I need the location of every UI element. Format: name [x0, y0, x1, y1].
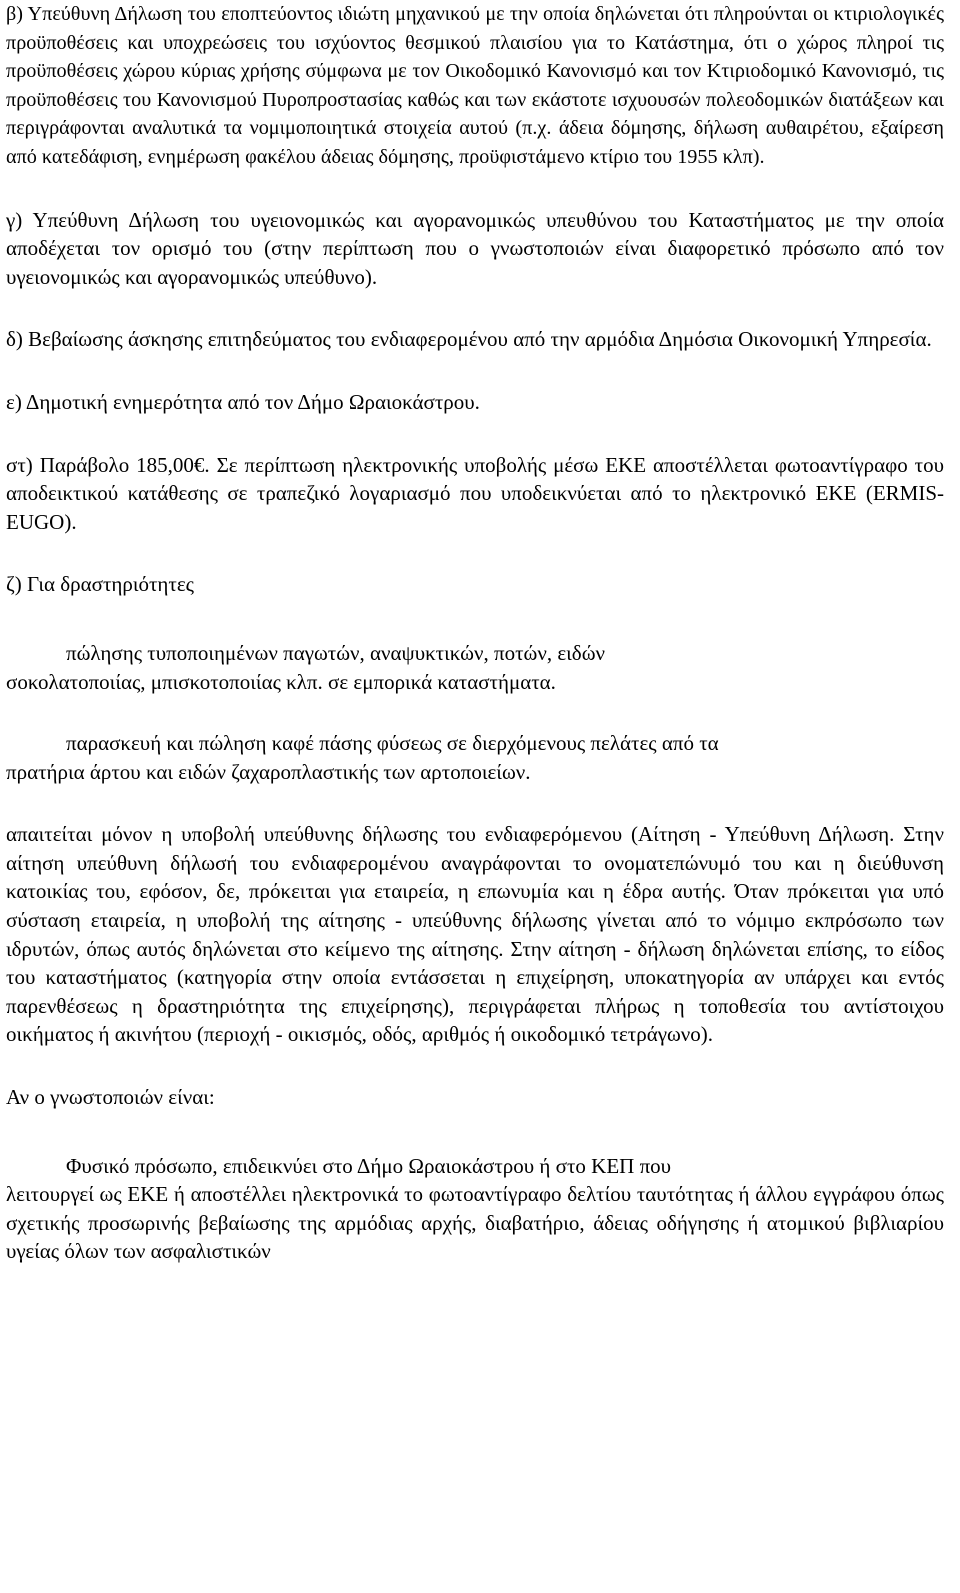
paragraph-b: β) Υπεύθυνη Δήλωση του εποπτεύοντος ιδιώτη μηχανικού με την οποία δηλώνεται ότι πληρούνται οι κτιριολογικές προϋποθέσεις και υποχρεώσεις του ισχύοντος θεσμικού πλαισίου για το Κατάστημα, ότι ο χώρος πληροί τις προϋποθέσεις χώρου κύριας χρήσης σύμφωνα με τον Οικοδομικό Κανονισμό και τον Κτιριοδομικό Κανονισμό, τις προϋποθέσεις του Κανονισμού Πυροπροστασίας καθώς και των εκάστοτε ισχυουσών πολεοδομικών διατάξεων και περιγράφονται αναλυτικά τα νομιμοποιητικά στοιχεία αυτού (π.χ. άδεια δόμησης, δήλωση αυθαιρέτου, εξαίρεση από κατεδάφιση, ενημέρωση φακέλου άδειας δόμησης, προϋφιστάμενο κτίριο του 1955 κλπ). [6, 3, 944, 168]
natural-person-rest: λειτουργεί ως ΕΚΕ ή αποστέλλει ηλεκτρονικά το φωτοαντίγραφο δελτίου ταυτότητας ή άλλου εγγράφου όπως σχετικής προσωρινής βεβαίωσης της αρμόδιας αρχής, διαβατήριο, άδειας οδήγησης ή ατομικού βιβλιαρίου υγείας όλων των ασφαλιστικών [6, 1182, 944, 1264]
activity-item-1-line1: πώλησης τυποποιημένων παγωτών, αναψυκτικών, ποτών, ειδών [66, 640, 606, 665]
spacer [6, 354, 944, 388]
paragraph-if-notifier: Αν ο γνωστοποιών είναι: [6, 1085, 215, 1110]
activity-item-2-line1: παρασκευή και πώληση καφέ πάσης φύσεως σε διερχόμενους πελάτες από τα [66, 731, 719, 756]
paragraph-e: ε) Δημοτική ενημερότητα από τον Δήμο Ωραιοκάστρου. [6, 389, 480, 414]
spacer [6, 696, 944, 729]
paragraph-requirement: απαιτείται μόνον η υποβολή υπεύθυνης δήλωσης του ενδιαφερόμενου (Αίτηση - Υπεύθυνη Δήλωση. Στην αίτηση υπεύθυνη δήλωσή του ενδιαφερομένου αναγράφονται το ονοματεπώνυμό του και η διεύθυνση κατοικίας του, εφόσον, δε, πρόκειται για εταιρεία, η επωνυμία και η έδρα αυτής. Όταν πρόκειται για υπό σύσταση εταιρεία, η υποβολή της αίτησης - υπεύθυνης δήλωσης γίνεται από το νόμιμο εκπρόσωπο των ιδρυτών, όπως αυτός δηλώνεται στο κείμενο της αίτησης. Στην αίτηση - δήλωση δηλώνεται επίσης, το είδος του καταστήματος (κατηγορία στην οποία εντάσσεται η επιχείρηση, υποκατηγορία αν υπάρχει και εντός παρενθέσεως η δραστηριότητα της επιχείρησης), περιγράφεται πλήρως η τοποθεσία του αντίστοιχου οικήματος ή ακινήτου (περιοχή - οικισμός, οδός, αριθμός ή οικοδομικό τετράγωνο). [6, 822, 944, 1047]
spacer [6, 1112, 944, 1152]
spacer [6, 599, 944, 639]
spacer [6, 786, 944, 820]
activity-item-2-line2: πρατήρια άρτου και ειδών ζαχαροπλαστικής των αρτοποιείων. [6, 759, 531, 784]
spacer [6, 172, 944, 206]
paragraph-st: στ) Παράβολο 185,00€. Σε περίπτωση ηλεκτρονικής υποβολής μέσω ΕΚΕ αποστέλλεται φωτοαντίγραφο του αποδεικτικού κατάθεσης σε τραπεζικό λογαριασμό που υποδεικνύεται από το ηλεκτρονικό ΕΚΕ (ERMIS-EUGO). [6, 452, 944, 534]
paragraph-z: ζ) Για δραστηριότητες [6, 572, 194, 597]
paragraph-c: γ) Υπεύθυνη Δήλωση του υγειονομικώς και αγορανομικώς υπευθύνου του Καταστήματος με την οποία αποδέχεται τον ορισμό του (στην περίπτωση που ο γνωστοποιών είναι διαφορετικό πρόσωπο από τον υγειονομικώς και αγορανομικώς υπεύθυνο). [6, 207, 944, 289]
spacer [6, 417, 944, 451]
natural-person-line1: Φυσικό πρόσωπο, επιδεικνύει στο Δήμο Ωραιοκάστρου ή στο ΚΕΠ που [66, 1153, 672, 1178]
spacer [6, 291, 944, 325]
spacer [6, 1049, 944, 1083]
activity-item-1-line2: σοκολατοποιίας, μπισκοτοποιίας κλπ. σε εμπορικά καταστήματα. [6, 669, 556, 694]
spacer [6, 536, 944, 570]
paragraph-d: δ) Βεβαίωσης άσκησης επιτηδεύματος του ενδιαφερομένου από την αρμόδια Δημόσια Οικονομική Υπηρεσία. [6, 327, 932, 352]
